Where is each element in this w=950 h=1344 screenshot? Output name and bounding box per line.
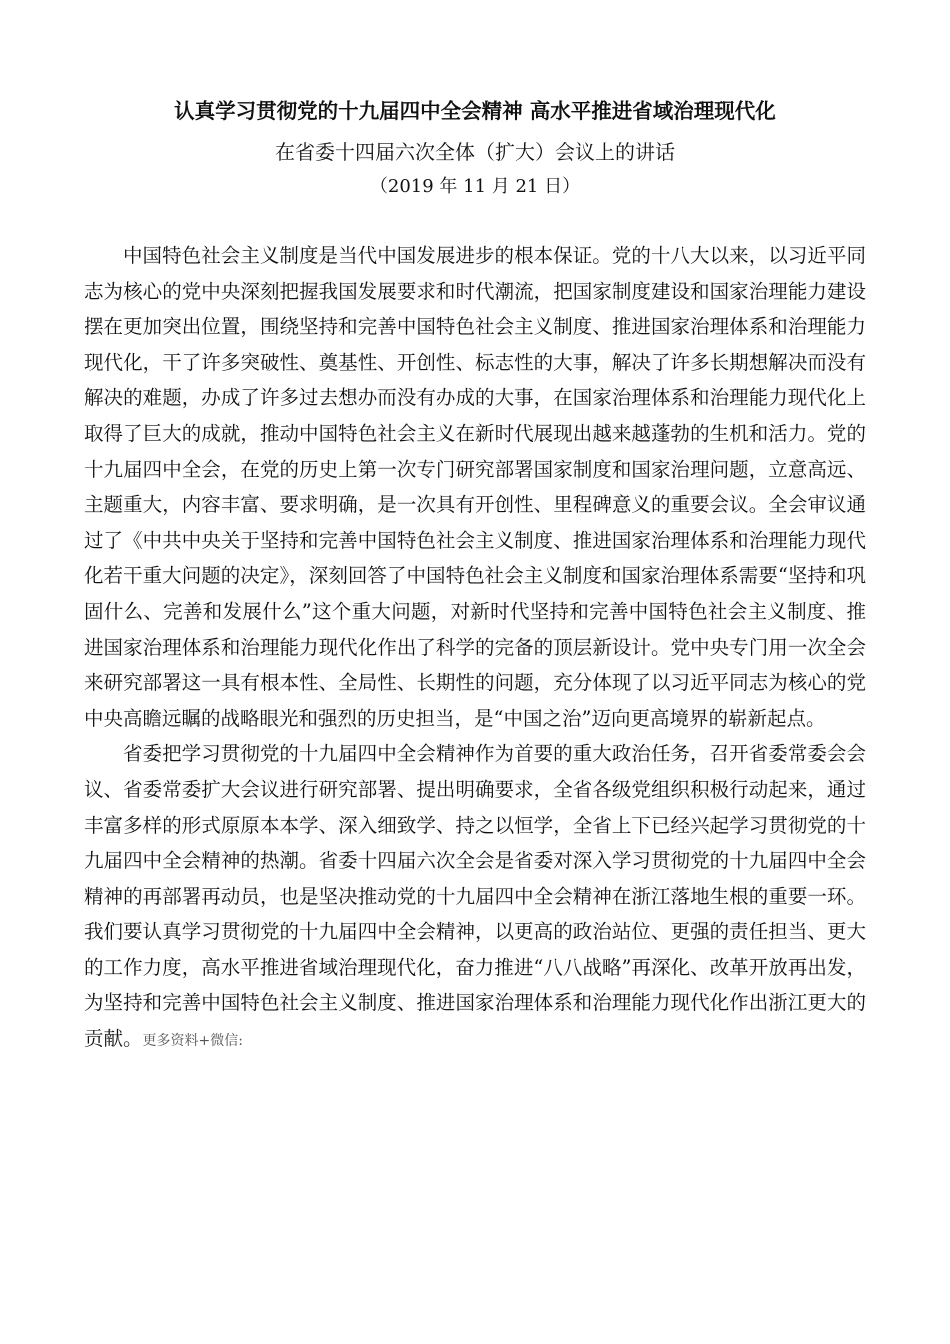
contact-note: 更多资料+微信: (142, 1033, 243, 1050)
document-subtitle: 在省委十四届六次全体（扩大）会议上的讲话 (275, 140, 675, 164)
paragraph-1-text: 中国特色社会主义制度是当代中国发展进步的根本保证。党的十八大以来，以习近平同志为核心的党中央深刻把握我国发展要求和时代潮流，把国家制度建设和国家治理能力建设摆在更加突出位置，围绕坚持和完善中国特色社会主义制度、推进国家治理体系和治理能力现代化，干了许多突破性、奠基性、开创性、标志性的大事，解决了许多长期想解决而没有解决的难题，办成了许多过去想办而没有办成的大事，在国家治理体系和治理能力现代化上取得了巨大的成就，推动中国特色社会主义在新时代展现出越来越蓬勃的生机和活力。党的十九届四中全会，在党的历史上第一次专门研究部署国家制度和国家治理问题，立意高远、主题重大，内容丰富、要求明确，是一次具有开创性、里程碑意义的重要会议。全会审议通过了《中共中央关于坚持和完善中国特色社会主义制度、推进国家治理体系和治理能力现代化若干重大问题的决定》，深刻回答了中国特色社会主义制度和国家治理体系需要“坚持和巩固什么、完善和发展什么”这个重大问题，对新时代坚持和完善中国特色社会主义制度、推进国家治理体系和治理能力现代化作出了科学的完备的顶层新设计。党中央专门用一次全会来研究部署这一具有根本性、全局性、长期性的问题，充分体现了以习近平同志为核心的党中央高瞻远瞩的战略眼光和强烈的历史担当，是“中国之治”迈向更高境界的崭新起点。 (84, 244, 866, 730)
document-title: 认真学习贯彻党的十九届四中全会精神 高水平推进省域治理现代化 (174, 99, 776, 123)
document-body (84, 238, 866, 1060)
paragraph-1 (84, 238, 866, 736)
document-date: （2019 年 11 月 21 日） (369, 176, 581, 197)
paragraph-2-text: 省委把学习贯彻党的十九届四中全会精神作为首要的重大政治任务，召开省委常委会会议、省委常委扩大会议进行研究部署、提出明确要求，全省各级党组织积极行动起来，通过丰富多样的形式原原本本学、深入细致学、持之以恒学，全省上下已经兴起学习贯彻党的十九届四中全会精神的热潮。省委十四届六次全会是省委对深入学习贯彻党的十九届四中全会精神的再部署再动员，也是坚决推动党的十九届四中全会精神在浙江落地生根的重要一环。我们要认真学习贯彻党的十九届四中全会精神，以更高的政治站位、更强的责任担当、更大的工作力度，高水平推进省域治理现代化，奋力推进“八八战略”再深化、改革开放再出发，为坚持和完善中国特色社会主义制度、推进国家治理体系和治理能力现代化作出浙江更大的贡献。 (84, 742, 866, 1051)
paragraph-2 (84, 736, 866, 1059)
